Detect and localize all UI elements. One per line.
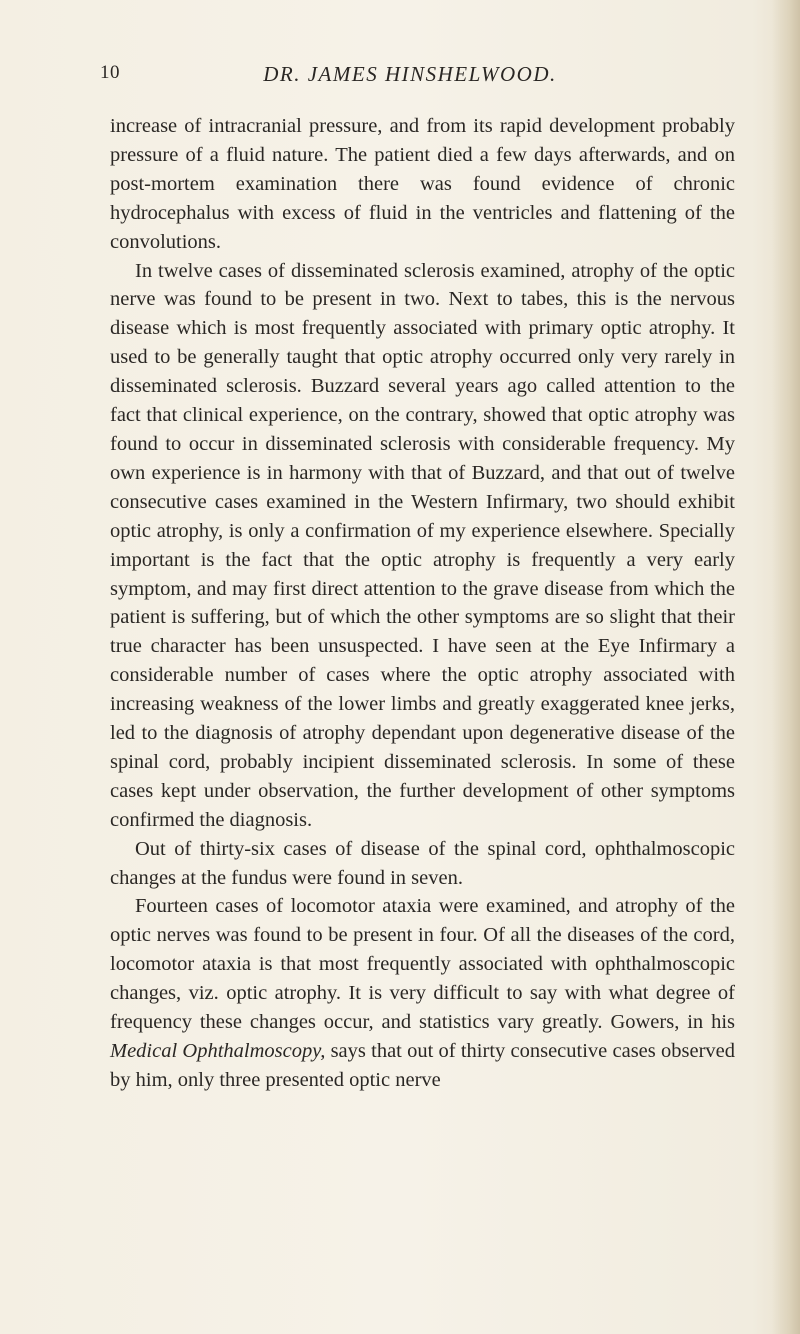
paragraph-text: Fourteen cases of locomotor ataxia were examined, and atrophy of the optic nerves was found to be present in four. Of all the diseases of the cord, locomotor ataxia is that most frequently associated with ophthalmoscopic changes, viz. optic atrophy. It is very difficult to say with what degree of frequency these changes occur, and statistics vary greatly. Gowers, in his	[110, 895, 735, 1034]
paragraph-spinal-cord: Out of thirty-six cases of disease of the spinal cord, ophthalmoscopic changes at the fundus were found in seven.	[110, 837, 735, 889]
page-header	[100, 62, 720, 92]
paragraph-locomotor-ataxia	[110, 892, 735, 1094]
body-text	[110, 112, 735, 1095]
page-edge-shading	[772, 0, 800, 1334]
paragraph-continuation: increase of intracranial pressure, and from its rapid development probably pressure of a fluid nature. The patient died a few days afterwards, and on post-mortem examination there was found evidence of chronic hydrocephalus with excess of fluid in the ventricles and flattening of the convolutions.	[110, 115, 735, 253]
book-title: Medical Ophthalmoscopy,	[110, 1040, 326, 1062]
paragraph-disseminated-sclerosis: In twelve cases of disseminated sclerosis examined, atrophy of the optic nerve was found to be present in two. Next to tabes, this is the nervous disease which is most frequently associated with primary optic atrophy. It used to be generally taught that optic atrophy occurred only very rarely in disseminated sclerosis. Buzzard several years ago called attention to the fact that clinical experience, on the contrary, showed that optic atrophy was found to occur in disseminated sclerosis with considerable frequency. My own experience is in harmony with that of Buzzard, and that out of twelve consecutive cases examined in the Western Infirmary, two should exhibit optic atrophy, is only a confirmation of my experience elsewhere. Specially important is the fact that the optic atrophy is frequently a very early symptom, and may first direct attention to the grave disease from which the patient is suffering, but of which the other symptoms are so slight that their true character has been unsuspected. I have seen at the Eye Infirmary a considerable number of cases where the optic atrophy associated with increasing weakness of the lower limbs and greatly exaggerated knee jerks, led to the diagnosis of atrophy dependant upon degenerative disease of the spinal cord, probably incipient disseminated sclerosis. In some of these cases kept under observation, the further development of other symptoms confirmed the diagnosis.	[110, 259, 735, 831]
running-head: DR. JAMES HINSHELWOOD.	[263, 62, 557, 86]
paragraph-text-continued: says that out of thirty consecutive cases observed by him, only three presented optic nerve	[110, 1040, 736, 1091]
page-number: 10	[100, 62, 120, 83]
